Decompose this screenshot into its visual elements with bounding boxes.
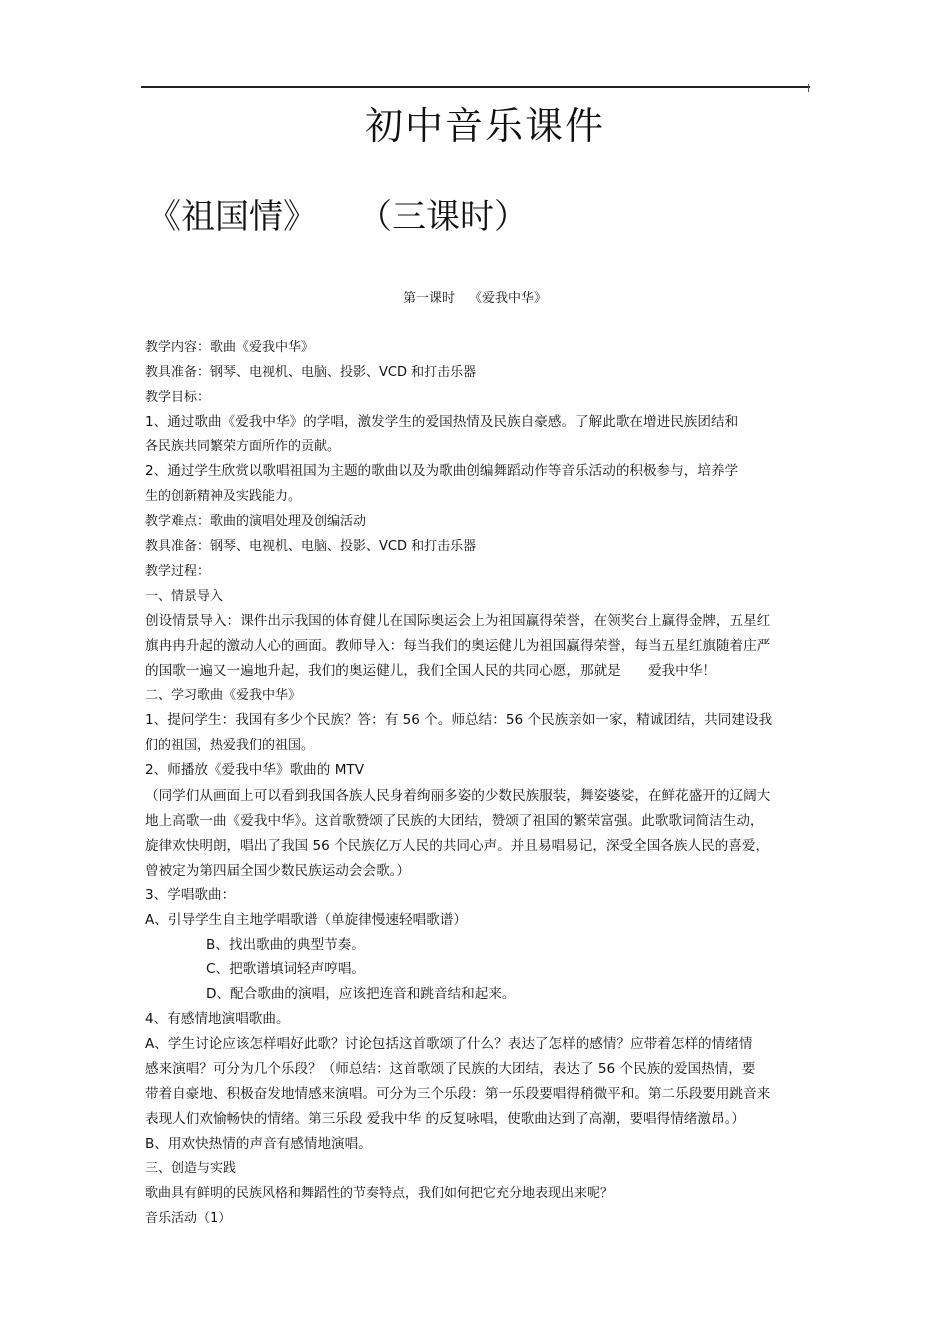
goal-1-line-1: 1、通过歌曲《爱我中华》的学唱，激发学生的爱国热情及民族自豪感。了解此歌在增进民族团结和: [145, 414, 739, 430]
intro-paragraph-line-1: 创设情景导入：课件出示我国的体育健儿在国际奥运会上为祖国赢得荣誉，在领奖台上赢得金牌，五星红: [145, 613, 771, 629]
lesson-heading: [0, 288, 950, 310]
step-3-d: D、配合歌曲的演唱，应该把连音和跳音结和起来。: [206, 986, 516, 1002]
step-3-c: C、把歌谱填词轻声哼唱。: [206, 961, 366, 977]
subtitle-period: （三课时）: [375, 197, 528, 237]
intro-paragraph-line-2: 旗冉冉升起的激动人心的画面。教师导入：每当我们的奥运健儿为祖国赢得荣誉，每当五星红旗随着庄严: [145, 638, 771, 654]
document-subtitle: [147, 192, 528, 242]
subtitle-song: 《祖国情》: [147, 197, 317, 237]
goal-2-line-1: 2、通过学生欣赏以歌唱祖国为主题的歌曲以及为歌曲创编舞蹈动作等音乐活动的积极参与，培养学: [145, 463, 739, 479]
top-rule: [141, 86, 810, 88]
section-1-heading: 一、情景导入: [145, 589, 224, 604]
teaching-goals-label: 教学目标：: [145, 390, 211, 405]
lesson-number: 第一课时: [402, 291, 455, 306]
goal-2-line-2: 生的创新精神及实践能力。: [145, 489, 302, 504]
step-3-a: A、引导学生自主地学唱歌谱（单旋律慢速轻唱歌谱）: [145, 912, 467, 928]
mtv-paragraph-line-2: 地上高歌一曲《爱我中华》。这首歌赞颂了民族的大团结，赞颂了祖国的繁荣富强。此歌歌词简洁生动，: [145, 813, 764, 829]
document-title: 初中音乐课件: [364, 104, 605, 148]
step-4-a-line-2: 感来演唱？可分为几个乐段？（师总结：这首歌颂了民族的大团结，表达了 56 个民族的爱国热情，要: [145, 1061, 756, 1077]
teaching-tools: 教具准备：钢琴、电视机、电脑、投影、VCD 和打击乐器: [145, 365, 477, 380]
step-4-b: B、用欢快热情的声音有感情地演唱。: [145, 1136, 372, 1152]
mtv-paragraph-line-1: （同学们从画面上可以看到我国各族人民身着绚丽多姿的少数民族服装，舞姿婆娑，在鲜花盛开的辽阔大: [145, 788, 771, 804]
step-4-a-line-1: A、学生讨论应该怎样唱好此歌？讨论包括这首歌颂了什么？表达了怎样的感情？应带着怎样的情绪情: [145, 1036, 753, 1052]
section-3-question: 歌曲具有鲜明的民族风格和舞蹈性的节奏特点，我们如何把它充分地表现出来呢？: [145, 1186, 614, 1201]
mtv-paragraph-line-3: 旋律欢快明朗，唱出了我国 56 个民族亿万人民的共同心声。并且易唱易记，深受全国各族人民的喜爱，: [145, 838, 770, 854]
lesson-song: 《爱我中华》: [469, 291, 548, 306]
goal-1-line-2: 各民族共同繁荣方面所作的贡献。: [145, 439, 341, 454]
intro-paragraph-line-3: 的国歌一遍又一遍地升起，我们的奥运健儿，我们全国人民的共同心愿，那就是 爱我中华！: [145, 663, 716, 679]
step-1-line-2: 们的祖国，热爱我们的祖国。: [145, 738, 315, 753]
teaching-content: 教学内容：歌曲《爱我中华》: [145, 340, 315, 355]
mtv-paragraph-line-4: 曾被定为第四届全国少数民族运动会会歌。）: [145, 863, 411, 879]
step-4: 4、有感情地演唱歌曲。: [145, 1011, 290, 1027]
step-3: 3、学唱歌曲：: [145, 887, 236, 903]
music-activity-1: 音乐活动（1）: [145, 1211, 232, 1226]
step-4-a-line-4: 表现人们欢愉畅快的情绪。第三乐段 爱我中华 的反复咏唱，使歌曲达到了高潮，要唱得情绪激昂。）: [145, 1111, 745, 1127]
section-2-heading: 二、学习歌曲《爱我中华》: [145, 688, 302, 703]
step-4-a-line-3: 带着自豪地、积极奋发地情感来演唱。可分为三个乐段：第一乐段要唱得稍微平和。第二乐段要用跳音来: [145, 1086, 771, 1102]
teaching-tools-repeat: 教具准备：钢琴、电视机、电脑、投影、VCD 和打击乐器: [145, 539, 477, 554]
step-3-b: B、找出歌曲的典型节奏。: [206, 937, 365, 953]
section-3-heading: 三、创造与实践: [145, 1161, 237, 1176]
step-1-line-1: 1、提问学生：我国有多少个民族？答：有 56 个。师总结：56 个民族亲如一家，精诚团结，共同建设我: [145, 712, 773, 728]
step-2: 2、师播放《爱我中华》歌曲的 MTV: [145, 762, 365, 778]
teaching-process-label: 教学过程：: [145, 564, 211, 579]
teaching-difficulty: 教学难点：歌曲的演唱处理及创编活动: [145, 514, 367, 529]
top-rule-tick: [808, 84, 809, 92]
